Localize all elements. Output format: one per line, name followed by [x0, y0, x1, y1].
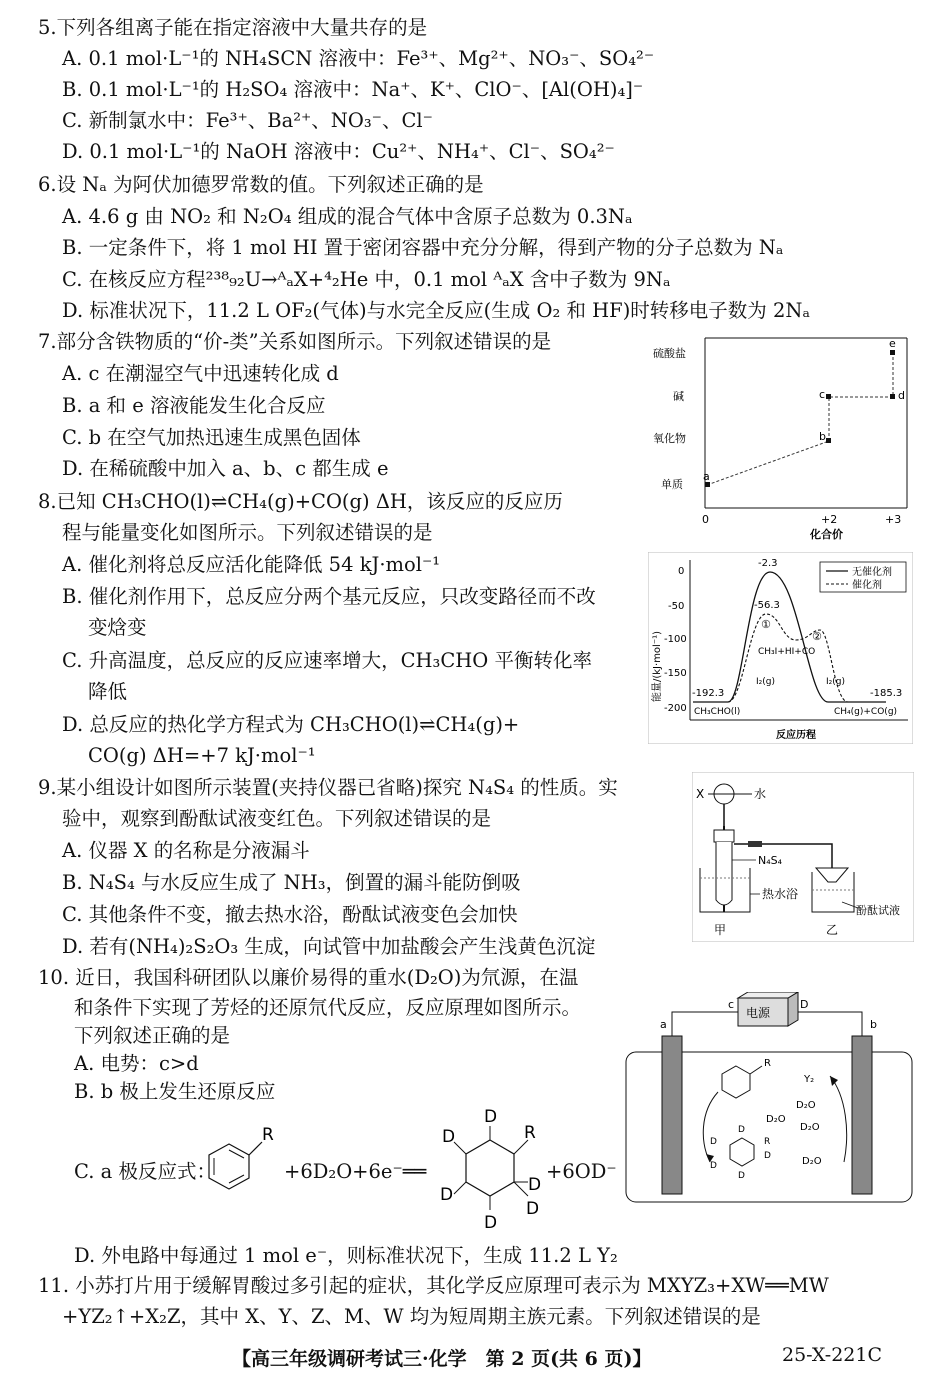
d2o-4: D₂O — [802, 1156, 822, 1167]
q8-option-b-1: B. 催化剂作用下，总反应分两个基元反应，只改变路径而不改 — [62, 585, 596, 608]
q7-option-b: B. a 和 e 溶液能发生化合反应 — [62, 394, 326, 417]
y-tick-200: -200 — [664, 703, 687, 714]
x-tick-0: 0 — [702, 513, 709, 526]
r-substituent: R — [524, 1123, 536, 1143]
energy-profile-chart — [648, 552, 913, 744]
q6-option-a: A. 4.6 g 由 NO₂ 和 N₂O₄ 组成的混合气体中含原子总数为 0.3Nₐ — [62, 205, 633, 228]
reactant-label: CH₃CHO(l) — [694, 707, 741, 717]
x-tick-2: +2 — [821, 513, 838, 526]
q10-option-c-label: C. a 极反应式： — [74, 1160, 216, 1183]
q6-option-c: C. 在核反应方程²³⁸₉₂U→ᴬₐX+⁴₂He 中，0.1 mol ᴬₐX 含中子数为 9Nₐ — [62, 268, 671, 291]
ring-d-3: D — [764, 1151, 771, 1161]
page-footer-code: 25-X-221C — [782, 1344, 882, 1366]
apparatus-diagram — [692, 772, 914, 942]
q8-stem-1: 8.已知 CH₃CHO(l)⇌CH₄(g)+CO(g) ΔH，该反应的反应历 — [38, 490, 563, 513]
benzene-r-label: R — [764, 1058, 771, 1069]
point-b-marker — [826, 438, 831, 443]
d-right-2: D — [526, 1199, 540, 1219]
q10-option-d: D. 外电路中每通过 1 mol e⁻，则标准状况下，生成 11.2 L Y₂ — [74, 1244, 618, 1267]
q7-option-d: D. 在稀硫酸中加入 a、b、c 都生成 e — [62, 457, 389, 480]
q7-option-c: C. b 在空气加热迅速生成黑色固体 — [62, 426, 361, 449]
y-tick-0: 0 — [678, 566, 685, 577]
electrolysis-cell-diagram — [622, 992, 916, 1206]
q9-stem-2: 验中，观察到酚酞试液变红色。下列叙述错误的是 — [62, 807, 492, 830]
q10-stem-1: 10. 近日，我国科研团队以廉价易得的重水(D₂O)为氘源，在温 — [38, 966, 579, 989]
test-tube — [716, 842, 732, 905]
y2-label: Y₂ — [804, 1074, 815, 1085]
ring-d-4: D — [710, 1161, 717, 1171]
q10-option-c-end: +6OD⁻ — [546, 1160, 617, 1183]
d2o-2: D₂O — [766, 1114, 786, 1125]
q6-option-d: D. 标准状况下，11.2 L OF₂(气体)与水完全反应(生成 O₂ 和 HF)时转移电子数为 2Nₐ — [62, 299, 810, 322]
d-upper-left: D — [442, 1127, 456, 1147]
peak2-label: -56.3 — [754, 600, 780, 611]
q8-option-a: A. 催化剂将总反应活化能降低 54 kJ·mol⁻¹ — [62, 553, 441, 576]
d-right-1: D — [528, 1175, 542, 1195]
q10-option-b: B. b 极上发生还原反应 — [74, 1080, 276, 1103]
q9-option-b: B. N₄S₄ 与水反应生成了 NH₃，倒置的漏斗能防倒吸 — [62, 871, 521, 894]
y-tick-100: -100 — [664, 634, 687, 645]
i2-label-2: I₂(g) — [826, 677, 845, 687]
y-label-sulfate: 硫酸盐 — [653, 347, 686, 360]
iron-valence-class-chart — [645, 330, 915, 540]
r-group-label: R — [262, 1125, 274, 1145]
q10-option-c-mid: +6D₂O+6e⁻══ — [284, 1160, 427, 1183]
q9-option-a: A. 仪器 X 的名称是分液漏斗 — [62, 839, 310, 862]
q9-option-c: C. 其他条件不变，撤去热水浴，酚酞试液变色会加快 — [62, 903, 518, 926]
q8-option-d-1: D. 总反应的热化学方程式为 CH₃CHO(l)⇌CH₄(g)+ — [62, 713, 520, 736]
start-energy-label: -192.3 — [692, 688, 725, 699]
peak1-label: -2.3 — [758, 558, 778, 569]
step1-marker: ① — [761, 618, 771, 631]
end-energy-label: -185.3 — [870, 688, 903, 699]
q5-stem: 5.下列各组离子能在指定溶液中大量共存的是 — [38, 16, 428, 39]
phenolphthalein-label: 酚酞试液 — [856, 904, 900, 917]
point-c-marker — [826, 394, 831, 399]
ring-r: R — [764, 1137, 771, 1147]
y-label-base: 碱 — [673, 390, 684, 403]
electrode-b — [852, 1036, 872, 1194]
q6-option-b: B. 一定条件下，将 1 mol HI 置于密闭容器中充分分解，得到产物的分子总数为 Nₐ — [62, 236, 784, 259]
point-a-label: a — [703, 470, 710, 483]
q9-stem-1: 9.某小组设计如图所示装置(夹持仪器已省略)探究 N₄S₄ 的性质。实 — [38, 776, 618, 799]
q7-option-a: A. c 在潮湿空气中迅速转化成 d — [62, 362, 339, 385]
step2-marker: ② — [812, 630, 822, 643]
q8-stem-2: 程与能量变化如图所示。下列叙述错误的是 — [62, 521, 433, 544]
intermediate-label: CH₃I+HI+CO — [758, 647, 816, 657]
n4s4-label: N₄S₄ — [758, 854, 783, 867]
q9-option-d: D. 若有(NH₄)₂S₂O₃ 生成，向试管中加盐酸会产生浅黄色沉淀 — [62, 935, 596, 958]
q11-stem-1: 11. 小苏打片用于缓解胃酸过多引起的症状，其化学反应原理可表示为 MXYZ₃+XW══MW — [38, 1274, 829, 1297]
q6-stem: 6.设 Nₐ 为阿伏加德罗常数的值。下列叙述正确的是 — [38, 173, 484, 196]
ring-d-5: D — [738, 1171, 745, 1181]
point-d-marker — [890, 394, 895, 399]
x-tick-3: +3 — [885, 513, 902, 526]
legend-catalyzed: 催化剂 — [852, 580, 882, 591]
water-label: 水 — [754, 787, 767, 801]
d-top: D — [484, 1107, 498, 1127]
funnel-x-label: X — [696, 787, 705, 801]
q11-stem-2: +YZ₂↑+X₂Z，其中 X、Y、Z、M、W 均为短周期主族元素。下列叙述错误的是 — [62, 1305, 761, 1328]
y-label-oxide: 氧化物 — [653, 432, 686, 445]
point-e-marker — [890, 350, 895, 355]
ring-d-2: D — [738, 1125, 745, 1135]
q10-stem-3: 下列叙述正确的是 — [74, 1024, 231, 1047]
electrode-b-label: b — [870, 1018, 877, 1031]
ring-d-1: D — [710, 1137, 717, 1147]
electrode-a — [662, 1036, 682, 1194]
d-bottom: D — [484, 1213, 498, 1233]
q8-option-b-2: 变焓变 — [88, 616, 147, 639]
y-tick-50: -50 — [668, 601, 685, 612]
y-label-element: 单质 — [661, 478, 683, 491]
deuterated-cyclohexane-structure — [436, 1104, 548, 1234]
i2-label-1: I₂(g) — [756, 677, 775, 687]
point-b-label: b — [819, 430, 826, 443]
y-axis-title: 能量/(kJ·mol⁻¹) — [652, 630, 663, 702]
x-axis-title: 化合价 — [810, 528, 843, 540]
q5-option-d: D. 0.1 mol·L⁻¹的 NaOH 溶液中：Cu²⁺、NH₄⁺、Cl⁻、SO₄²⁻ — [62, 140, 615, 163]
benzene-r-structure — [204, 1122, 274, 1202]
q8-option-c-2: 降低 — [88, 680, 128, 703]
point-d-label: d — [898, 389, 905, 402]
q5-option-c: C. 新制氯水中：Fe³⁺、Ba²⁺、NO₃⁻、Cl⁻ — [62, 109, 433, 132]
q8-option-c-1: C. 升高温度，总反应的反应速率增大，CH₃CHO 平衡转化率 — [62, 649, 592, 672]
apparatus-yi-label: 乙 — [826, 923, 839, 937]
legend-uncatalyzed: 无催化剂 — [852, 567, 892, 578]
terminal-d-label: D — [800, 998, 809, 1011]
terminal-c-label: c — [728, 998, 735, 1011]
q8-option-d-2: CO(g) ΔH=+7 kJ·mol⁻¹ — [88, 744, 316, 767]
y-tick-150: -150 — [664, 668, 687, 679]
apparatus-jia-label: 甲 — [714, 923, 727, 937]
q5-option-a: A. 0.1 mol·L⁻¹的 NH₄SCN 溶液中：Fe³⁺、Mg²⁺、NO₃⁻、SO₄²⁻ — [62, 47, 655, 70]
q10-option-a: A. 电势：c>d — [74, 1052, 199, 1075]
d-lower-left: D — [440, 1185, 454, 1205]
q7-stem: 7.部分含铁物质的“价-类”关系如图所示。下列叙述错误的是 — [38, 330, 552, 353]
hot-water-bath-label: 热水浴 — [762, 887, 799, 901]
point-e-label: e — [889, 337, 896, 350]
product-label: CH₄(g)+CO(g) — [834, 707, 898, 717]
d2o-1: D₂O — [796, 1100, 816, 1111]
point-c-label: c — [819, 388, 826, 401]
electrode-a-label: a — [660, 1018, 667, 1031]
x-axis-title: 反应历程 — [776, 730, 816, 741]
d2o-3: D₂O — [800, 1122, 820, 1133]
power-label: 电源 — [746, 1006, 771, 1020]
q5-option-b: B. 0.1 mol·L⁻¹的 H₂SO₄ 溶液中：Na⁺、K⁺、ClO⁻、[Al(OH)₄]⁻ — [62, 78, 644, 101]
page-footer-title: 【高三年级调研考试三·化学 第 2 页(共 6 页)】 — [232, 1348, 652, 1370]
q10-stem-2: 和条件下实现了芳烃的还原氘代反应，反应原理如图所示。 — [74, 996, 582, 1019]
